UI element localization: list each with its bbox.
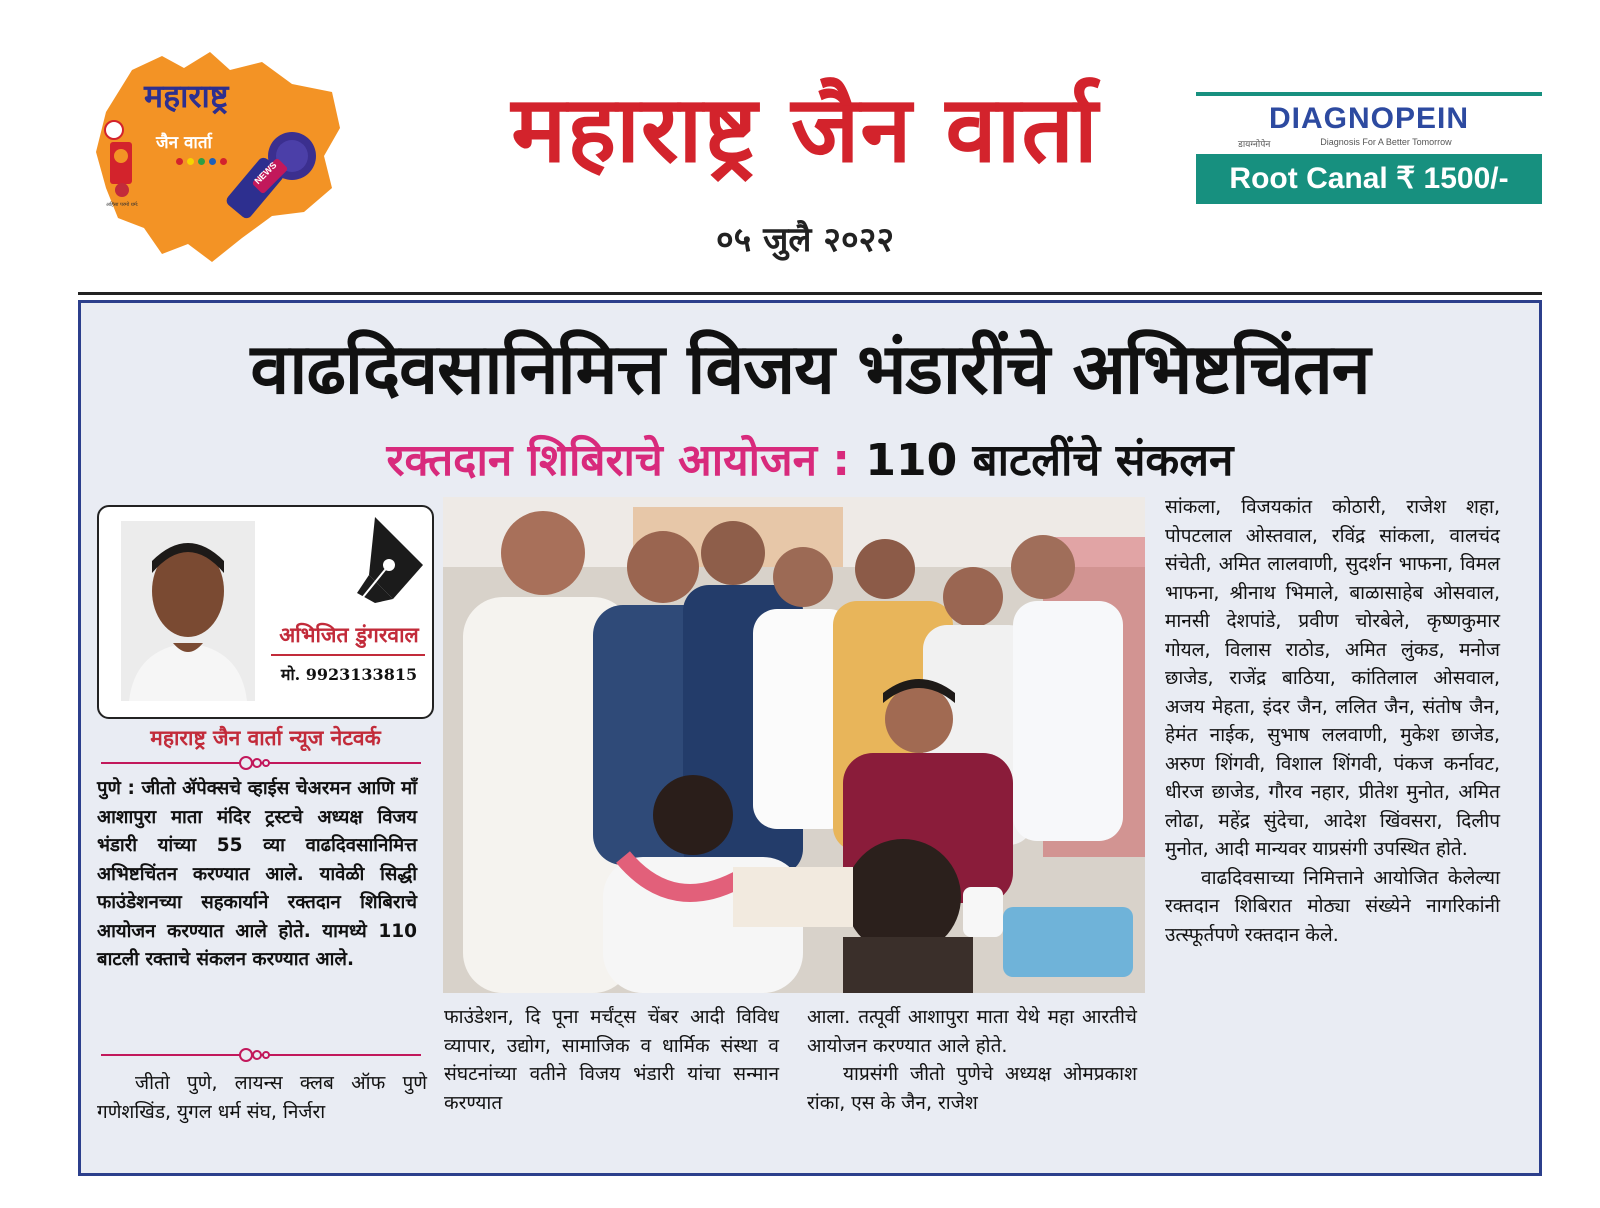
column-3-paragraph-1: आला. तत्पूर्वी आशापुरा माता येथे महा आरतीचे आयोजन करण्यात आले होते. [807,1006,1137,1057]
section-divider [101,1047,421,1063]
ad-top-rule [1196,92,1542,96]
article-subheadline [81,431,1539,491]
column-4 [1165,493,1500,949]
logo-seal-text: अहिंसा परमो धर्म: [106,202,139,208]
column-4-paragraph-2: वाढदिवसाच्या निमित्ताने आयोजित केलेल्या रक्तदान शिबिरात मोठ्या संख्येने नागरिकांनी उत्स्फूर्तपणे रक्तदान केले. [1165,866,1500,946]
advertisement[interactable] [1196,92,1542,204]
article-headline: वाढदिवसानिमित्त विजय भंडारींचे अभिष्टचिंतन [250,328,1370,410]
byline-card [97,505,434,719]
author-name: अभिजित डुंगरवाल [279,623,419,647]
author-phone: मो. 9923133815 [280,665,418,684]
column-2-text: फाउंडेशन, दि पूना मर्चंट्स चेंबर आदी विविध व्यापार, उद्योग, सामाजिक व धार्मिक संस्था व संघटनांच्या वतीने विजय भंडारी यांचा सन्मान करण्यात [444,1006,779,1114]
subheadline-part1: रक्तदान शिबिराचे आयोजन : [386,435,851,486]
issue-date: ०५ जुलै २०२२ [715,220,895,260]
ad-brand: DIAGNOPEIN [1268,102,1470,135]
ad-tagline: Diagnosis For A Better Tomorrow [1320,137,1452,147]
logo-text-top: महाराष्ट्र [144,77,229,115]
column-1-continued: जीतो पुणे, लायन्स क्लब ऑफ पुणे गणेशखिंड, युगल धर्म संघ, निर्जरा [97,1072,427,1123]
masthead-rule [78,292,1542,295]
author-photo [121,521,255,701]
publication-logo [92,48,357,268]
ad-brand-devanagari: डायग्नोपेन [1238,139,1271,149]
column-3 [807,1003,1137,1117]
subheadline-part2: 110 बाटलींचे संकलन [865,435,1234,486]
logo-dots [176,158,227,165]
event-photo [443,497,1145,993]
news-network-label: महाराष्ट्र जैन वार्ता न्यूज नेटवर्क [150,726,381,750]
column-4-paragraph-1: सांकला, विजयकांत कोठारी, राजेश शहा, पोपटलाल ओस्तवाल, रविंद्र सांकला, वालचंद संचेती, अमित लालवाणी, सुदर्शन भाफना, विमल भाफना, श्रीनाथ भिमाले, बाळासाहेब ओसवाल, मानसी देशपांडे, प्रवीण चोरबेले, कृष्णकुमार गोयल, विलास राठोड, अमित लुंकड, मनोज छाजेड, राजेंद्र बाठिया, कांतिलाल ओसवाल, अजय मेहता, इंदर जैन, ललित जैन, संतोष जैन, हेमंत नाईक, सुभाष ललवाणी, मुकेश छाजेड, अरुण शिंगवी, विशाल शिंगवी, पंकज कर्नावट, धीरज छाजेड, गौरव नहार, प्रीतेश मुनोत, अमित लोढा, महेंद्र सुंदेचा, आदेश खिंवसरा, दिलीप मुनोत, आदी मान्यवर याप्रसंगी उपस्थित होते. [1165,496,1500,860]
logo-mic-label: NEWS [252,159,279,187]
column-3-paragraph-2: याप्रसंगी जीतो पुणेचे अध्यक्ष ओमप्रकाश रांका, एस के जैन, राजेश [807,1063,1137,1114]
lead-paragraph: पुणे : जीतो ॲपेक्सचे व्हाईस चेअरमन आणि माँ आशापुरा माता मंदिर ट्रस्टचे अध्यक्ष विजय भंडारी यांच्या 55 व्या वाढदिवसानिमित्त अभिष्टचिंतन करण्यात आले. यावेळी सिद्धी फाउंडेशनच्या सहकार्याने रक्तदान शिबिराचे आयोजन करण्यात आले होते. यामध्ये 110 बाटली रक्ताचे संकलन करण्यात आले. [97,778,417,970]
ad-offer: Root Canal ₹ 1500/- [1196,154,1542,204]
byline-divider [271,654,425,656]
logo-text-bottom: जैन वार्ता [156,133,212,153]
article-frame [78,300,1542,1176]
masthead-title: महाराष्ट्र जैन वार्ता [511,76,1099,183]
section-divider [101,755,421,771]
fountain-pen-icon [349,513,427,603]
